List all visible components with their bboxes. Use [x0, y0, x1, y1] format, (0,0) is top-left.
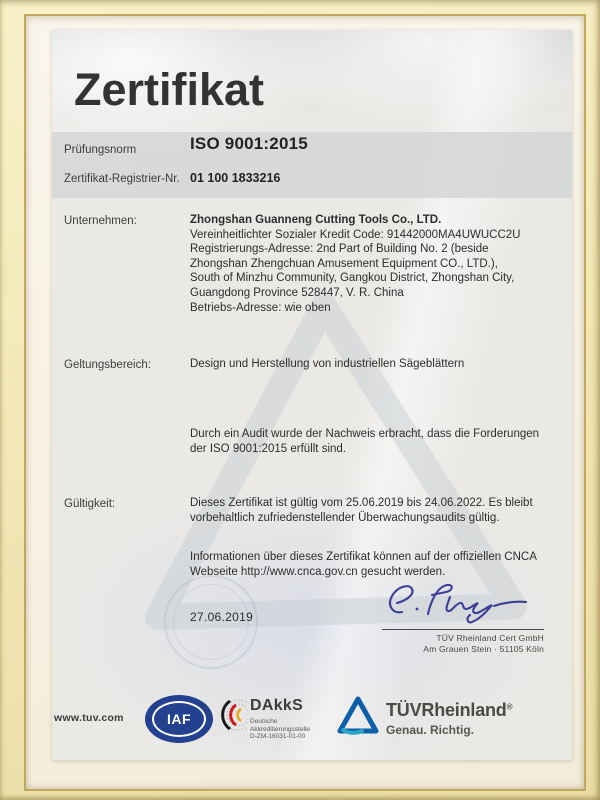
tuv-website: www.tuv.com	[54, 712, 124, 724]
certificate-title: Zertifikat	[74, 64, 265, 115]
company-label: Unternehmen:	[64, 215, 137, 227]
audit-statement: Durch ein Audit wurde der Nachweis erbracht, dass die Forderungen der ISO 9001:2015 erfüllt sind.	[190, 428, 540, 455]
scope-value: Design und Herstellung von industriellen Sägeblättern	[190, 358, 465, 370]
certificate-paper	[52, 30, 572, 760]
registered-mark: ®	[506, 702, 513, 712]
dakks-arcs-icon	[218, 697, 248, 740]
issue-date: 27.06.2019	[190, 610, 254, 624]
validity-row	[64, 496, 562, 525]
iaf-label: IAF	[166, 711, 192, 727]
info-statement: Informationen über dieses Zertifikat können auf der offiziellen CNCA Webseite http://www.cnca.gov.cn gesucht werden.	[190, 551, 537, 578]
company-address-line: Betriebs-Adresse: wie oben	[190, 301, 331, 314]
scope-row	[64, 357, 562, 372]
registry-number: 01 100 1833216	[190, 171, 281, 185]
dakks-subline: Deutsche	[250, 718, 278, 725]
brand-name: TÜVRheinland	[386, 700, 507, 720]
issuer-name: TÜV Rheinland Cert GmbH	[436, 633, 544, 643]
certificate-footer	[52, 692, 572, 760]
registry-row	[64, 171, 562, 186]
norm-label: Prüfungsnorm	[64, 144, 137, 156]
validity-text: Dieses Zertifikat ist gültig vom 25.06.2019 bis 24.06.2022. Es bleibt vorbehaltlich zufriedenstellender Überwachungsaudits gültig.	[190, 497, 533, 524]
signature-image	[382, 580, 544, 630]
company-address-line: Registrierungs-Adresse: 2nd Part of Building No. 2 (beside	[190, 243, 489, 256]
signature-block	[382, 580, 544, 654]
iaf-logo	[146, 696, 212, 742]
tuv-triangle-icon	[336, 694, 380, 741]
issuer-address: Am Grauen Stein · 51105 Köln	[423, 643, 544, 654]
dakks-subline: Akkreditierungsstelle	[250, 725, 310, 733]
brand-tagline: Genau. Richtig.	[386, 723, 475, 737]
company-address-line: South of Minzhu Community, Gangkou District, Zhongshan City,	[190, 272, 515, 285]
tuv-rheinland-wordmark	[386, 700, 513, 737]
company-address-line: Zhongshan Zhengchuan Amusement Equipment CO., LTD.),	[190, 257, 498, 270]
company-row	[64, 213, 562, 315]
dakks-logo	[218, 697, 310, 741]
scope-label: Geltungsbereich:	[64, 359, 151, 371]
dakks-name: DAkkS	[250, 697, 304, 714]
company-address-line: Vereinheitlichter Sozialer Kredit Code: 91442000MA4UWUCC2U	[190, 228, 521, 241]
dakks-subline: D-ZM-16031-01-00	[250, 733, 306, 740]
company-name: Zhongshan Guanneng Cutting Tools Co., LTD.	[190, 214, 442, 226]
norm-value: ISO 9001:2015	[190, 134, 308, 153]
company-address-line: Guangdong Province 528447, V. R. China	[190, 286, 404, 299]
registry-label: Zertifikat-Registrier-Nr.	[64, 173, 180, 185]
norm-row	[64, 134, 562, 156]
validity-label: Gültigkeit:	[64, 498, 116, 510]
